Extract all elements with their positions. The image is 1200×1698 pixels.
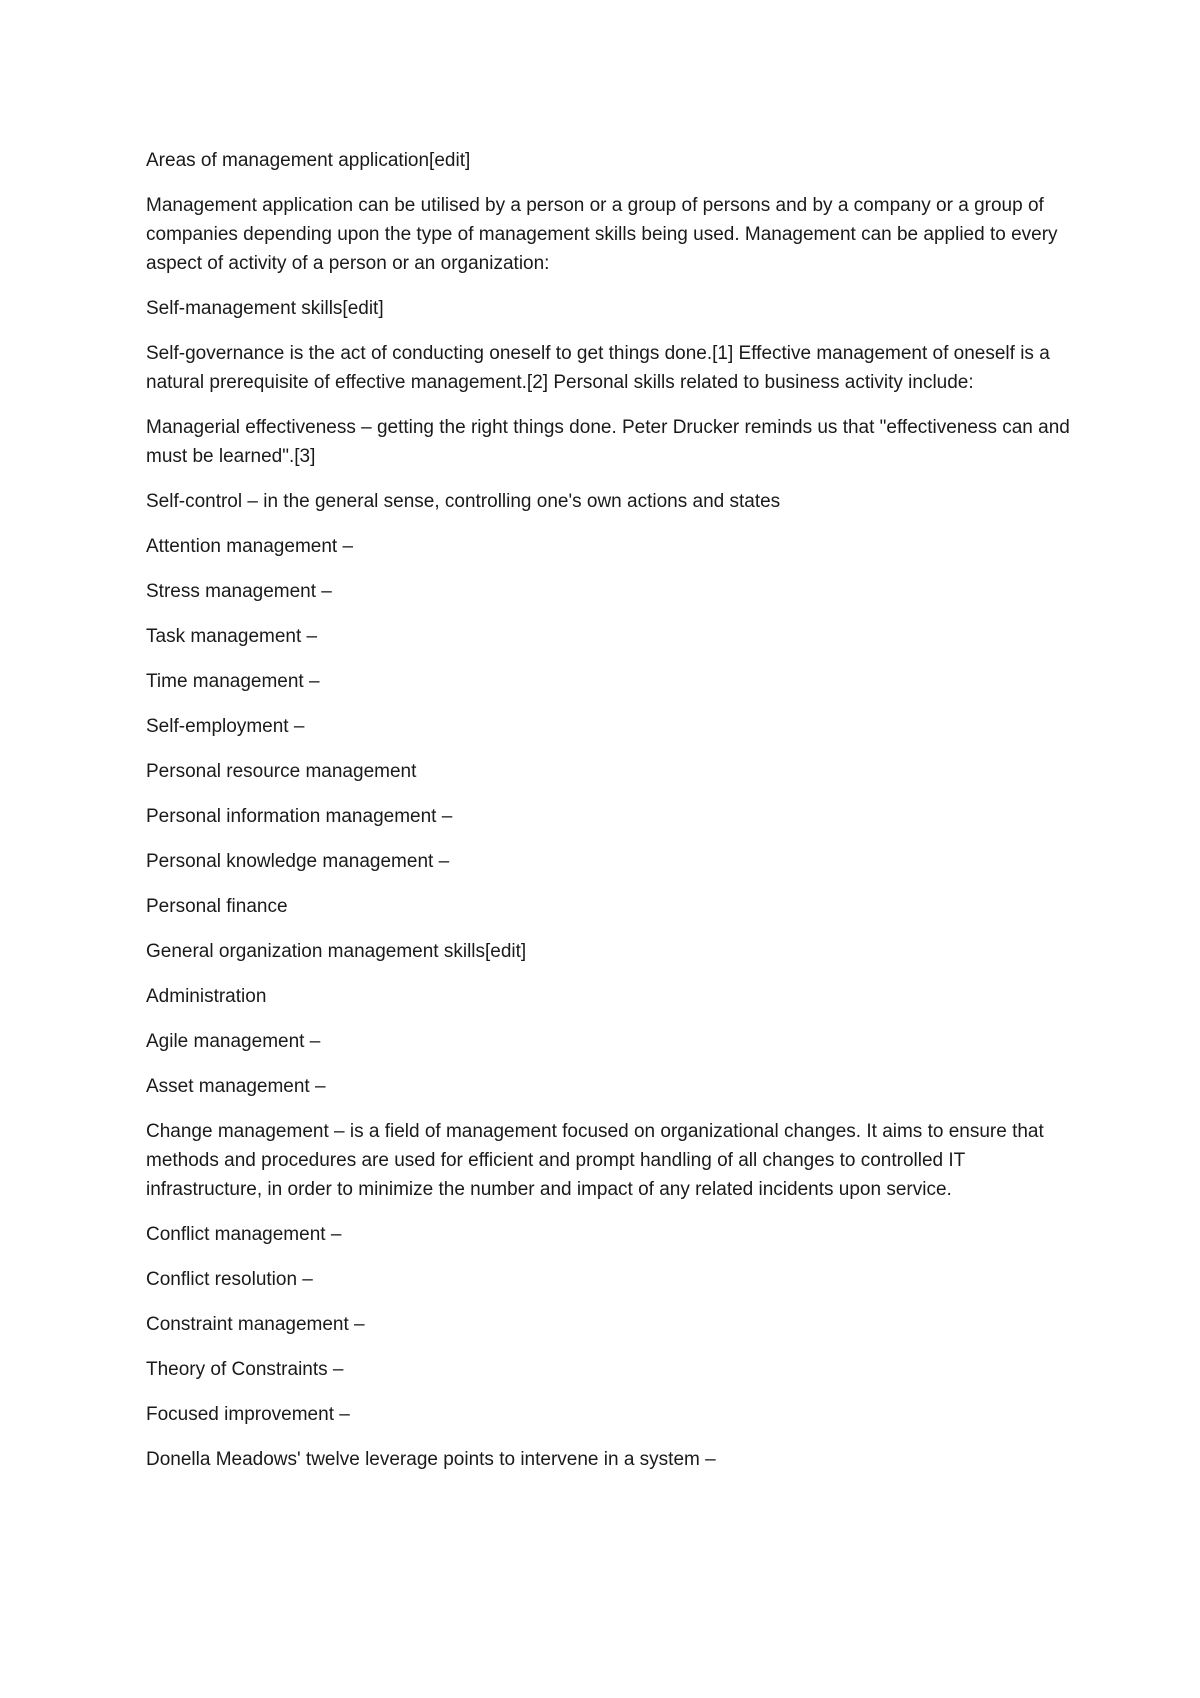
list-item-theory-of-constraints: Theory of Constraints – bbox=[146, 1359, 344, 1380]
list-item-personal-resource-management: Personal resource management bbox=[146, 761, 417, 782]
section-heading-general-organization: General organization management skills[edit] bbox=[146, 941, 527, 962]
list-item-focused-improvement: Focused improvement – bbox=[146, 1404, 350, 1425]
list-item-leverage-points: Donella Meadows' twelve leverage points to intervene in a system – bbox=[146, 1449, 716, 1470]
paragraph-intro: Management application can be utilised by a person or a group of persons and by a company or a group of companies depending upon the type of management skills being used. Management can be applied to every aspect of activity of a person or an organization: bbox=[146, 195, 1058, 274]
list-item-time-management: Time management – bbox=[146, 671, 320, 692]
list-item-attention-management: Attention management – bbox=[146, 536, 354, 557]
list-item-constraint-management: Constraint management – bbox=[146, 1314, 365, 1335]
document-body bbox=[146, 146, 1076, 1490]
list-item-administration: Administration bbox=[146, 986, 267, 1007]
list-item-personal-information-management: Personal information management – bbox=[146, 806, 453, 827]
list-item-stress-management: Stress management – bbox=[146, 581, 332, 602]
list-item-self-employment: Self-employment – bbox=[146, 716, 305, 737]
list-item-self-control: Self-control – in the general sense, controlling one's own actions and states bbox=[146, 491, 781, 512]
list-item-managerial-effectiveness: Managerial effectiveness – getting the right things done. Peter Drucker reminds us that "effectiveness can and must be learned".[3] bbox=[146, 417, 1070, 467]
list-item-personal-knowledge-management: Personal knowledge management – bbox=[146, 851, 450, 872]
list-item-task-management: Task management – bbox=[146, 626, 318, 647]
list-item-agile-management: Agile management – bbox=[146, 1031, 321, 1052]
list-item-change-management: Change management – is a field of management focused on organizational changes. It aims to ensure that methods and procedures are used for efficient and prompt handling of all changes to controlled IT infrastructure, in order to minimize the number and impact of any related incidents upon service. bbox=[146, 1121, 1044, 1200]
section-heading-self-management: Self-management skills[edit] bbox=[146, 298, 384, 319]
list-item-conflict-resolution: Conflict resolution – bbox=[146, 1269, 313, 1290]
list-item-asset-management: Asset management – bbox=[146, 1076, 326, 1097]
list-item-personal-finance: Personal finance bbox=[146, 896, 288, 917]
paragraph-self-governance: Self-governance is the act of conducting oneself to get things done.[1] Effective management of oneself is a natural prerequisite of effective management.[2] Personal skills related to business activity include: bbox=[146, 343, 1050, 393]
section-heading-areas: Areas of management application[edit] bbox=[146, 150, 471, 171]
list-item-conflict-management: Conflict management – bbox=[146, 1224, 342, 1245]
